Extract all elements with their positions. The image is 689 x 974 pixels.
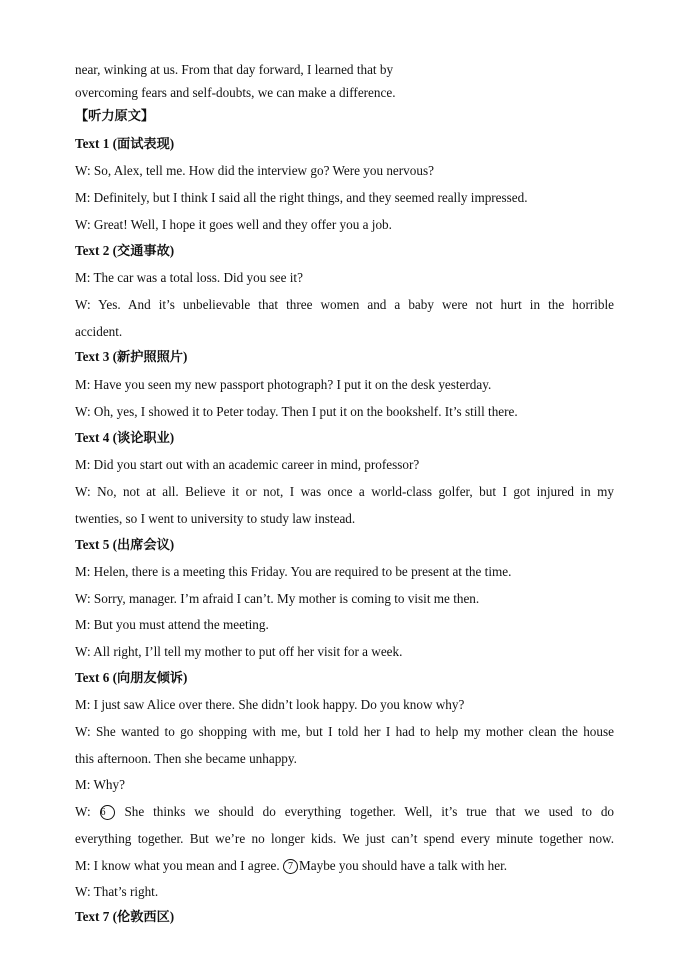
dialogue-line: W: That’s right.	[75, 884, 159, 899]
paragraph-line: overcoming fears and self-doubts, we can make a difference.	[75, 85, 396, 100]
dialogue-text: Maybe you should have a talk with her.	[299, 858, 508, 873]
dialogue-line: W: Yes. And it’s unbelievable that three women and a baby were not hurt in the horrible	[75, 297, 614, 312]
dialogue-line: W: So, Alex, tell me. How did the interview go? Were you nervous?	[75, 163, 434, 178]
dialogue-line	[75, 804, 614, 820]
dialogue-line: M: The car was a total loss. Did you see it?	[75, 270, 303, 285]
text-heading: Text 1 (面试表现)	[75, 136, 175, 151]
paragraph-line: near, winking at us. From that day forward, I learned that by	[75, 62, 394, 77]
dialogue-line: M: Have you seen my new passport photograph? I put it on the desk yesterday.	[75, 377, 492, 392]
text-heading: Text 6 (向朋友倾诉)	[75, 670, 188, 685]
text-heading: Text 2 (交通事故)	[75, 243, 175, 258]
question-marker-7: 7	[283, 859, 298, 874]
dialogue-text: She thinks we should do everything together. Well, it’s true that we used to do	[124, 804, 615, 819]
text-heading: Text 4 (谈论职业)	[75, 430, 175, 445]
dialogue-line	[75, 858, 507, 874]
dialogue-line: W: Great! Well, I hope it goes well and they offer you a job.	[75, 217, 392, 232]
text-heading: Text 3 (新护照照片)	[75, 349, 188, 364]
dialogue-text: M: I know what you mean and I agree.	[75, 858, 280, 873]
dialogue-line: W: No, not at all. Believe it or not, I was once a world-class golfer, but I got injured in my	[75, 484, 614, 499]
dialogue-line: M: Did you start out with an academic career in mind, professor?	[75, 457, 420, 472]
dialogue-line: W: She wanted to go shopping with me, but I told her I had to help my mother clean the house	[75, 724, 614, 739]
dialogue-line: this afternoon. Then she became unhappy.	[75, 751, 297, 766]
dialogue-line: M: I just saw Alice over there. She didn’t look happy. Do you know why?	[75, 697, 465, 712]
dialogue-line: M: Why?	[75, 777, 125, 792]
dialogue-line: M: Helen, there is a meeting this Friday. You are required to be present at the time.	[75, 564, 512, 579]
dialogue-line: W: All right, I’ll tell my mother to put off her visit for a week.	[75, 644, 403, 659]
text-heading: Text 5 (出席会议)	[75, 537, 175, 552]
dialogue-line: everything together. But we’re no longer kids. We just can’t spend every minute together now.	[75, 831, 614, 846]
section-title: 【听力原文】	[75, 108, 155, 123]
dialogue-line: M: But you must attend the meeting.	[75, 617, 269, 632]
question-marker-6: 6	[100, 805, 115, 820]
dialogue-line: W: Sorry, manager. I’m afraid I can’t. My mother is coming to visit me then.	[75, 591, 480, 606]
dialogue-line: accident.	[75, 324, 123, 339]
dialogue-line: twenties, so I went to university to study law instead.	[75, 511, 356, 526]
dialogue-line: W: Oh, yes, I showed it to Peter today. Then I put it on the bookshelf. It’s still there.	[75, 404, 518, 419]
dialogue-line: M: Definitely, but I think I said all the right things, and they seemed really impressed.	[75, 190, 528, 205]
speaker-prefix: W:	[75, 804, 91, 819]
text-heading: Text 7 (伦敦西区)	[75, 909, 175, 924]
